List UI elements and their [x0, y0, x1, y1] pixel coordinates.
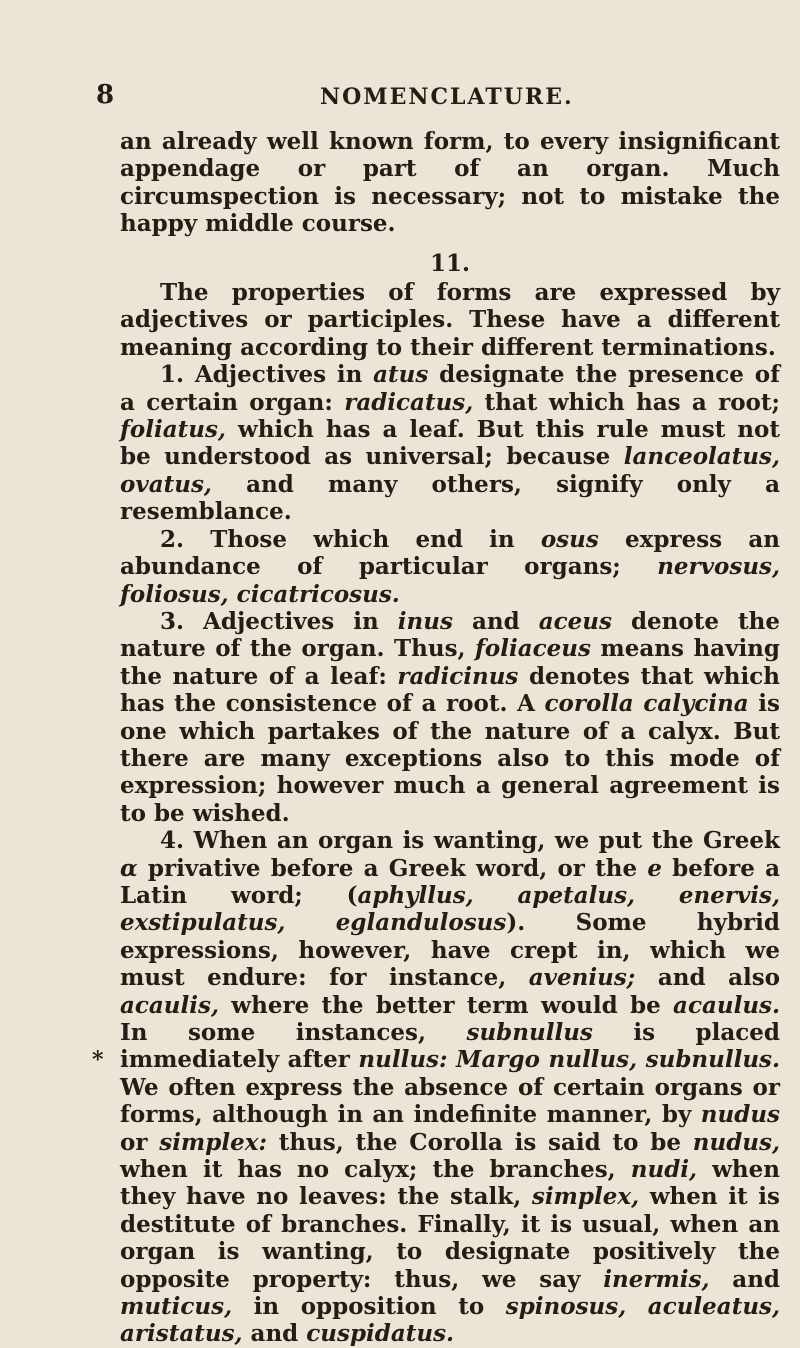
page-header — [0, 80, 800, 110]
paragraph-rule-1: 1. Adjectives in atus designate the presence of a certain organ: radicatus, that which has a root; foliatus, which has a leaf. But this rule must not be understood as universal; because lanceolatus, ovatus, and many others, signify only a resemblance. — [120, 361, 780, 526]
paragraph-rule-4: 4. When an organ is wanting, we put the Greek α privative before a Greek word, or the e before a Latin word; (aphyllus, apetalus, enervis, exstipulatus, eglandulosus). Some hybrid expressions, however, have crept in, which we must endure: for instance, avenius; and also acaulis, where the better term would be acaulus. In some instances, subnullus is placed immediately after nullus: Margo nullus, subnullus. We often express the absence of certain organs or forms, although in an indefinite manner, by nudus or simplex: thus, the Corolla is said to be nudus, when it has no calyx; the branches, nudi, when they have no leaves: the stalk, simplex, when it is destitute of branches. Finally, it is usual, when an organ is wanting, to designate positively the opposite property: thus, we say inermis, and muticus, in opposition to spinosus, aculeatus, aristatus, and cuspidatus. — [120, 827, 781, 1348]
paragraph-continued: an already well known form, to every insignificant appendage or part of an organ. Much circumspection is necessary; not to mistake the happy middle course. — [120, 128, 780, 238]
body-text — [120, 128, 780, 1348]
running-title: NOMENCLATURE. — [320, 84, 574, 110]
page-number: 8 — [96, 80, 115, 110]
paragraph-rule-3: 3. Adjectives in inus and aceus denote the nature of the organ. Thus, foliaceus means having the nature of a leaf: radicinus denotes that which has the consistence of a root. A corolla calycina is one which partakes of the nature of a calyx. But there are many exceptions also to this mode of expression; however much a general agreement is to be wished. — [120, 607, 781, 827]
paragraph-intro: The properties of forms are expressed by adjectives or participles. These have a different meaning according to their different terminations. — [120, 279, 780, 361]
margin-marker: * — [92, 1047, 104, 1073]
section-number: 11. — [429, 249, 470, 277]
paragraph-rule-2: 2. Those which end in osus express an abundance of particular organs; nervosus, foliosus, cicatricosus. — [120, 525, 780, 608]
